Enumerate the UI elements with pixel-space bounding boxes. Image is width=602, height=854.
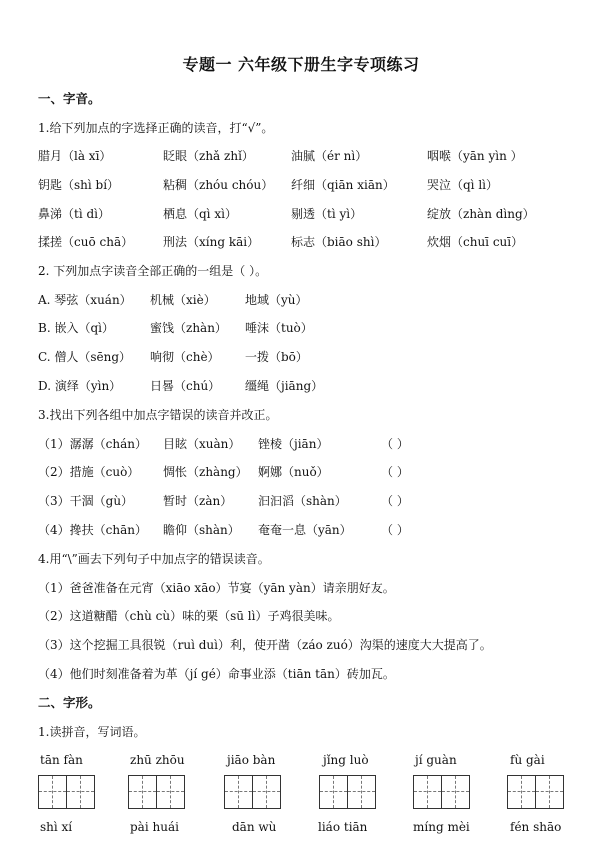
q4-item: （1）爸爸准备在元宵（xiāo xāo）节宴（yān yàn）请亲朋好友。 bbox=[38, 581, 395, 595]
writing-box[interactable] bbox=[535, 775, 564, 809]
writing-box[interactable] bbox=[224, 775, 253, 809]
q2-option: 地域（yù） bbox=[245, 293, 308, 307]
q3-cell: （3）干涸（gù） bbox=[38, 494, 134, 508]
q1-cell: 标志（biāo shì） bbox=[291, 235, 387, 249]
q1-cell: 哭泣（qì lì） bbox=[427, 178, 499, 192]
q3-cell: 奄奄一息（yān） bbox=[258, 523, 352, 537]
writing-box[interactable] bbox=[38, 775, 67, 809]
pinyin-label: jí guàn bbox=[415, 753, 457, 767]
q3-cell: 婀娜（nuǒ） bbox=[258, 465, 329, 479]
section2-heading: 二、字形。 bbox=[38, 695, 101, 710]
q3-cell: （4）搀扶（chān） bbox=[38, 523, 147, 537]
pinyin-label: fù gài bbox=[510, 753, 545, 767]
writing-box[interactable] bbox=[128, 775, 157, 809]
writing-box[interactable] bbox=[252, 775, 281, 809]
writing-box[interactable] bbox=[413, 775, 442, 809]
pinyin-label: liáo tiān bbox=[318, 820, 368, 834]
q1-cell: 炊烟（chuī cuī） bbox=[427, 235, 524, 249]
q1-prompt: 1.给下列加点的字选择正确的读音，打“√”。 bbox=[38, 121, 274, 135]
q2-option: 缰绳（jiāng） bbox=[245, 379, 324, 393]
q4-prompt: 4.用“\”画去下列句子中加点字的错误读音。 bbox=[38, 552, 270, 566]
q2-option: D. 演绎（yìn） bbox=[38, 379, 122, 393]
pinyin-label: zhū zhōu bbox=[130, 753, 185, 767]
q2-prompt: 2. 下列加点字读音全部正确的一组是（ ）。 bbox=[38, 264, 268, 278]
q2-option: 蜜饯（zhàn） bbox=[150, 321, 227, 335]
q3-answer-blank[interactable]: （ ） bbox=[381, 437, 409, 451]
q3-prompt: 3.找出下列各组中加点字错误的读音并改正。 bbox=[38, 408, 278, 422]
q1-cell: 钥匙（shì bí） bbox=[38, 178, 120, 192]
q1-cell: 栖息（qì xì） bbox=[163, 207, 237, 221]
q2-option: 响彻（chè） bbox=[150, 350, 220, 364]
pinyin-label: fén shāo bbox=[510, 820, 562, 834]
writing-box[interactable] bbox=[319, 775, 348, 809]
pinyin-label: míng mèi bbox=[413, 820, 470, 834]
q1-cell: 揉搓（cuō chā） bbox=[38, 235, 134, 249]
pinyin-label: dān wù bbox=[232, 820, 277, 834]
pinyin-label: tān fàn bbox=[40, 753, 83, 767]
writing-box[interactable] bbox=[507, 775, 536, 809]
q1-cell: 腊月（là xī） bbox=[38, 149, 112, 163]
q3-cell: 惆怅（zhàng） bbox=[163, 465, 248, 479]
q2-option: 一拨（bō） bbox=[245, 350, 308, 364]
q4-item: （4）他们时刻准备着为革（jí gé）命事业添（tiān tān）砖加瓦。 bbox=[38, 667, 395, 681]
q1-cell: 剔透（tì yì） bbox=[291, 207, 363, 221]
q1-cell: 绽放（zhàn dìng） bbox=[427, 207, 535, 221]
q3-cell: （2）措施（cuò） bbox=[38, 465, 140, 479]
q3-cell: 瞻仰（shàn） bbox=[163, 523, 240, 537]
q2-option: 日晷（chú） bbox=[150, 379, 221, 393]
s2-q1-prompt: 1.读拼音，写词语。 bbox=[38, 725, 146, 739]
q3-cell: （1）潺潺（chán） bbox=[38, 437, 147, 451]
q2-option: C. 僧人（sēng） bbox=[38, 350, 132, 364]
q1-cell: 粘稠（zhóu chóu） bbox=[163, 178, 274, 192]
page-title: 专题一 六年级下册生字专项练习 bbox=[182, 55, 420, 74]
q3-cell: 暂时（zàn） bbox=[163, 494, 233, 508]
q1-cell: 眨眼（zhǎ zhǐ） bbox=[163, 149, 254, 163]
q1-cell: 咽喉（yān yìn ） bbox=[427, 149, 523, 163]
writing-box[interactable] bbox=[156, 775, 185, 809]
pinyin-label: jǐng luò bbox=[323, 753, 369, 767]
q4-item: （2）这道糖醋（chù cù）味的栗（sū lì）子鸡很美味。 bbox=[38, 609, 340, 623]
q1-cell: 油腻（ér nì） bbox=[291, 149, 368, 163]
q1-cell: 鼻涕（tì dì） bbox=[38, 207, 110, 221]
pinyin-label: pài huái bbox=[130, 820, 179, 834]
q4-item: （3）这个挖掘工具很锐（ruì duì）利，使开凿（záo zuó）沟渠的速度大大提高了。 bbox=[38, 638, 492, 652]
q2-option: B. 嵌入（qì） bbox=[38, 321, 114, 335]
q2-option: 唾沫（tuò） bbox=[245, 321, 313, 335]
q2-option: 机械（xiè） bbox=[150, 293, 216, 307]
q3-cell: 目眩（xuàn） bbox=[163, 437, 241, 451]
q2-option: A. 琴弦（xuán） bbox=[38, 293, 132, 307]
pinyin-label: shì xí bbox=[40, 820, 73, 834]
q3-answer-blank[interactable]: （ ） bbox=[381, 465, 409, 479]
section1-heading: 一、字音。 bbox=[38, 91, 101, 106]
writing-box[interactable] bbox=[347, 775, 376, 809]
q1-cell: 纤细（qiān xiān） bbox=[291, 178, 395, 192]
writing-box[interactable] bbox=[441, 775, 470, 809]
q3-answer-blank[interactable]: （ ） bbox=[381, 494, 409, 508]
writing-box[interactable] bbox=[66, 775, 95, 809]
q3-cell: 锉棱（jiān） bbox=[258, 437, 329, 451]
q3-cell: 汩汩滔（shàn） bbox=[258, 494, 347, 508]
pinyin-label: jiāo bàn bbox=[227, 753, 276, 767]
q3-answer-blank[interactable]: （ ） bbox=[381, 523, 409, 537]
q1-cell: 刑法（xíng kāi） bbox=[163, 235, 260, 249]
